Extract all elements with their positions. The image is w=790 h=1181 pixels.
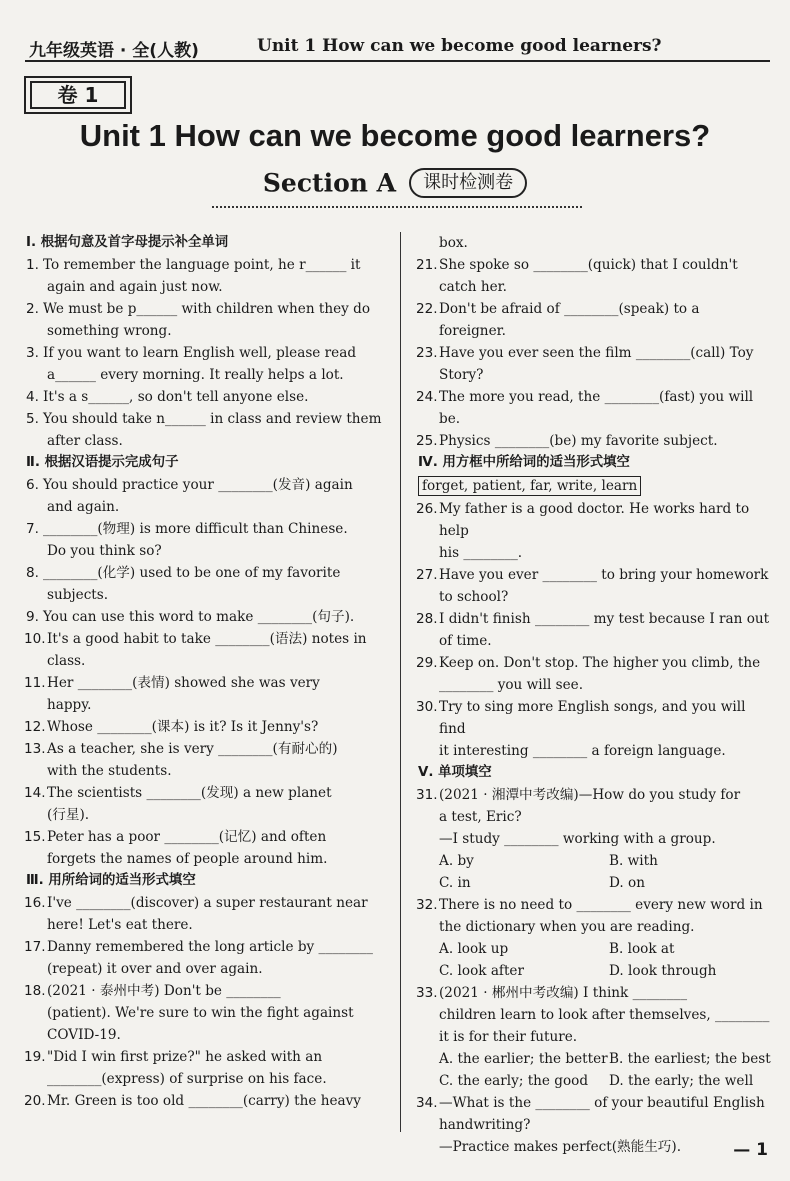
question-text-continued: something wrong. [47,323,172,339]
question-number: 33. [416,985,438,1001]
option: C. look after [439,963,524,979]
question-item [418,298,774,320]
page-header [25,32,770,62]
question-number: 10. [24,631,46,647]
question-text: Danny remembered the long article by ________ [47,939,373,955]
question-text: (2021 · 湘潭中考改编)—How do you study for [439,787,741,803]
question-text-continued: handwriting? [439,1117,531,1133]
question-number: 25. [416,433,438,449]
question-number: 8. [26,565,39,581]
question-text-continued: subjects. [47,587,109,603]
question-text: "Did I win first prize?" he asked with an [47,1049,323,1065]
question-item [26,386,382,408]
running-title: Unit 1 How can we become good learners? [257,36,662,56]
word-box-row [418,474,774,498]
option: A. by [439,853,474,869]
question-text: Have you ever seen the film ________(call) Toy [439,345,754,361]
question-text: To remember the language point, he r______ it [43,257,361,273]
question-number: 9. [26,609,39,625]
section-heading-text: Ⅴ. 单项填空 [418,765,492,780]
question-item [26,342,382,364]
question-text-continued: (patient). We're sure to win the fight against [47,1005,354,1021]
question-text-continued: children learn to look after themselves, ________ [439,1007,770,1023]
question-text: There is no need to ________ every new word in [439,897,763,913]
question-item [26,672,382,694]
question-text-continued: Do you think so? [47,543,162,559]
question-text-continued: it interesting ________ a foreign language. [439,743,726,759]
question-text: Have you ever ________ to bring your homework [439,567,769,583]
question-item [26,980,382,1002]
question-number: 28. [416,611,438,627]
question-number: 1. [26,257,39,273]
question-item [26,298,382,320]
question-number: 27. [416,567,438,583]
question-item [26,562,382,584]
question-text-continued: ________ you will see. [439,677,584,693]
question-item [26,1090,382,1112]
left-column [26,232,382,1112]
question-text: I've ________(discover) a super restaurant near [47,895,368,911]
question-text-continued: (repeat) it over and over again. [47,961,263,977]
question-text: As a teacher, she is very ________(有耐心的) [47,741,338,757]
question-item [26,408,382,430]
question-number: 24. [416,389,438,405]
question-text: The scientists ________(发现) a new planet [47,785,332,801]
volume-label-box [24,76,132,114]
question-text-continued: a test, Eric? [439,809,522,825]
question-item [418,784,774,806]
question-number: 14. [24,785,46,801]
question-text-continued: it is for their future. [439,1029,578,1045]
question-number: 12. [24,719,46,735]
question-number: 4. [26,389,39,405]
question-text: If you want to learn English well, please read [43,345,357,361]
question-text: Whose ________(课本) is it? Is it Jenny's? [47,719,319,735]
question-text: Mr. Green is too old ________(carry) the heavy [47,1093,361,1109]
question-text: You can use this word to make ________(句子). [43,609,355,625]
question-text: It's a s______, so don't tell anyone else. [43,389,309,405]
question-number: 34. [416,1095,438,1111]
question-text-continued: Story? [439,367,484,383]
question-text-continued: —I study ________ working with a group. [439,831,716,847]
answer-options [418,872,774,894]
question-text: Physics ________(be) my favorite subject. [439,433,718,449]
question-text: Try to sing more English songs, and you will find [439,699,746,737]
question-text-continued: here! Let's eat there. [47,917,193,933]
question-number: 22. [416,301,438,317]
option: D. look through [609,963,717,979]
question-text: ________(化学) used to be one of my favorite [43,565,341,581]
question-text: The more you read, the ________(fast) you will [439,389,754,405]
question-text-continued: and again. [47,499,120,515]
option: B. with [609,853,658,869]
question-item [26,606,382,628]
right-column [418,232,774,1158]
question-text-continued: again and again just now. [47,279,223,295]
question-text-continued: his ________. [439,545,523,561]
answer-options [418,960,774,982]
question-item [418,342,774,364]
option: A. the earlier; the better [439,1051,608,1067]
option: C. the early; the good [439,1073,589,1089]
question-item [26,826,382,848]
question-item [418,1092,774,1114]
question-item [26,474,382,496]
question-item [418,608,774,630]
question-text: I didn't finish ________ my test because I ran out [439,611,770,627]
question-text-continued: of time. [439,633,492,649]
question-text-continued: COVID-19. [47,1027,121,1043]
question-text-continued: be. [439,411,461,427]
question-item [418,254,774,276]
question-text-continued: the dictionary when you are reading. [439,919,695,935]
question-text: ________(物理) is more difficult than Chinese. [43,521,348,537]
question-item [26,738,382,760]
question-number: 21. [416,257,438,273]
question-text: You should take n______ in class and review them [43,411,382,427]
question-number: 17. [24,939,46,955]
question-item [418,498,774,542]
question-number: 26. [416,501,438,517]
word-box: forget, patient, far, write, learn [418,476,641,496]
section-badge: 课时检测卷 [409,168,527,198]
question-text-continued: (行星). [47,807,90,823]
question-number: 18. [24,983,46,999]
question-text-continued: a______ every morning. It really helps a lot. [47,367,344,383]
volume-label: 卷 1 [30,81,126,109]
question-item [418,696,774,740]
question-item [26,716,382,738]
question-number: 20. [24,1093,46,1109]
question-text: (2021 · 泰州中考) Don't be ________ [47,983,281,999]
question-number: 6. [26,477,39,493]
question-text: We must be p______ with children when they do [43,301,371,317]
option: B. look at [609,941,675,957]
page-number: — 1 [733,1140,768,1160]
question-item [26,782,382,804]
question-text-continued: forgets the names of people around him. [47,851,328,867]
question-item [26,518,382,540]
question-text: Her ________(表情) showed she was very [47,675,320,691]
question-text: My father is a good doctor. He works hard to help [439,501,750,539]
question-text: (2021 · 郴州中考改编) I think ________ [439,985,687,1001]
section-heading-text: Ⅳ. 用方框中所给词的适当形式填空 [418,455,630,470]
question-text: It's a good habit to take ________(语法) notes in [47,631,367,647]
section-heading-text: Ⅱ. 根据汉语提示完成句子 [26,455,179,470]
question-text: Keep on. Don't stop. The higher you climb, the [439,655,761,671]
column-divider [400,232,401,1132]
question-text: Peter has a poor ________(记忆) and often [47,829,327,845]
question-text-continued: —Practice makes perfect(熟能生巧). [439,1139,682,1155]
question-item [26,254,382,276]
answer-options [418,1048,774,1070]
question-item [26,892,382,914]
question-item [26,1046,382,1068]
option: C. in [439,875,471,891]
question-number: 31. [416,787,438,803]
question-number: 23. [416,345,438,361]
option: D. the early; the well [609,1073,754,1089]
question-text-continued: after class. [47,433,123,449]
question-number: 30. [416,699,438,715]
question-item [418,430,774,452]
question-number: 11. [24,675,46,691]
question-number: 5. [26,411,39,427]
question-item [418,894,774,916]
question-item [418,982,774,1004]
question-text: You should practice your ________(发音) again [43,477,353,493]
question-text-continued: to school? [439,589,509,605]
question-text: Don't be afraid of ________(speak) to a [439,301,700,317]
option: A. look up [439,941,509,957]
question-text-continued: catch her. [439,279,507,295]
question-text: —What is the ________ of your beautiful English [439,1095,765,1111]
answer-options [418,1070,774,1092]
question-text-continued: happy. [47,697,92,713]
question-number: 2. [26,301,39,317]
question-number: 16. [24,895,46,911]
question-item [26,936,382,958]
option: D. on [609,875,645,891]
section-heading-text: Ⅲ. 用所给词的适当形式填空 [26,873,196,888]
section-heading [0,168,790,198]
unit-title: Unit 1 How can we become good learners? [79,118,711,153]
option: B. the earliest; the best [609,1051,771,1067]
question-item [418,652,774,674]
question-number: 13. [24,741,46,757]
question-item [418,564,774,586]
dotted-divider [212,206,582,208]
section-title: Section A [262,168,397,198]
question-text: She spoke so ________(quick) that I couldn't [439,257,738,273]
question-number: 29. [416,655,438,671]
book-title: 九年级英语 · 全(人教) [29,41,199,61]
question-number: 15. [24,829,46,845]
section-heading-text: Ⅰ. 根据句意及首字母提示补全单词 [26,235,229,250]
question-number: 3. [26,345,39,361]
question-text-continued: class. [47,653,86,669]
question-number: 32. [416,897,438,913]
question-text-continued: foreigner. [439,323,506,339]
answer-options [418,850,774,872]
question-text-continued: box. [439,235,468,251]
question-number: 19. [24,1049,46,1065]
answer-options [418,938,774,960]
question-item [418,386,774,408]
question-text-continued: with the students. [47,763,172,779]
question-item [26,628,382,650]
question-text-continued: ________(express) of surprise on his face. [47,1071,327,1087]
question-number: 7. [26,521,39,537]
